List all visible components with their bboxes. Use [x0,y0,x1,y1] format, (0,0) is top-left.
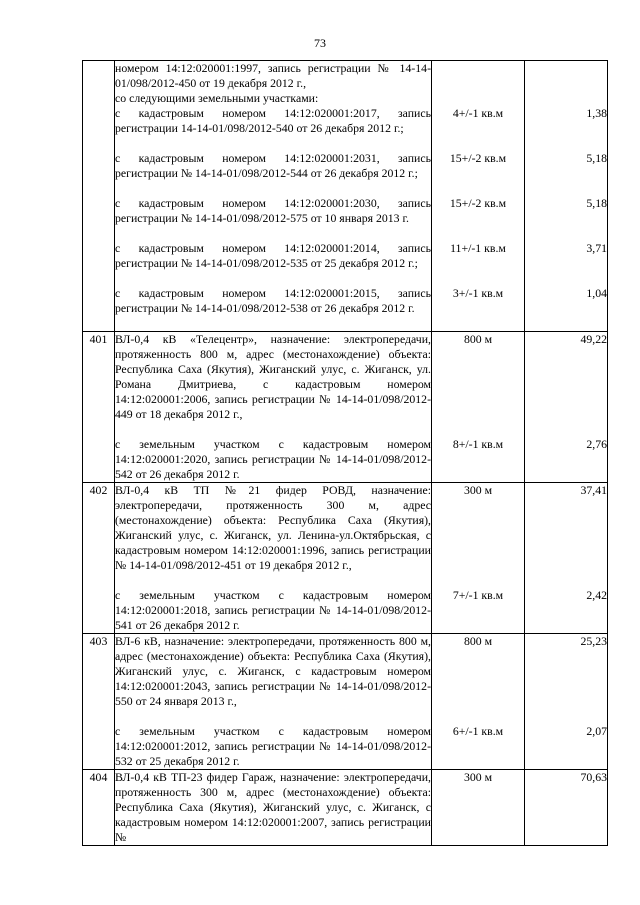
amount-value: 1,04 [586,286,607,300]
description-text: ВЛ-0,4 кВ ТП-23 фидер Гараж, назначение: электропередачи, протяженность 300 м, адрес (местонахождение) объекта: Республика Саха (Якутия), Жиганский улус, с. Жиганск, с кадастровым номером 14:12:020001:2007, запись регистрации № [115,770,431,844]
measure-value: 300 м [463,770,493,784]
measure-column [432,61,525,332]
measure-value: 6+/-1 кв.м [452,724,504,738]
amount-value: 5,18 [586,196,607,210]
value-column [525,483,608,634]
register-body [83,61,608,846]
amount-value: 2,07 [586,724,607,738]
table-row [83,770,608,846]
measure-value: 15+/-2 кв.м [449,196,507,210]
measure-value: 8+/-1 кв.м [452,437,504,451]
measure-value: 3+/-1 кв.м [452,286,504,300]
measure-value: 800 м [463,634,493,648]
property-register-table [82,60,608,846]
row-number [83,61,115,332]
description-text: ВЛ-6 кВ, назначение: электропередачи, протяженность 800 м, адрес (местонахождение) объекта: Республика Саха (Якутия), Жиганский улус, с. Жиганск, с кадастровым номером 14:12:020001:2043, запись регистрации № 14-14-01/098/2012-550 от 24 января 2013 г., [115,634,431,708]
amount-value [525,61,607,91]
amount-value: 2,76 [586,437,607,451]
description-text: с земельным участком с кадастровым номером 14:12:020001:2018, запись регистрации № 14-14-01/098/2012-541 от 26 декабря 2012 г. [115,588,431,632]
description-text: с земельным участком с кадастровым номером 14:12:020001:2020, запись регистрации № 14-14-01/098/2012-542 от 26 декабря 2012 г. [115,437,431,481]
description-text: с кадастровым номером 14:12:020001:2017, запись регистрации 14-14-01/098/2012-540 от 26 декабря 2012 г.; [115,106,431,135]
measure-value: 11+/-1 кв.м [450,241,506,255]
description-text: с кадастровым номером 14:12:020001:2031, запись регистрации № 14-14-01/098/2012-544 от 26 декабря 2012 г.; [115,151,431,180]
measure-value: 800 м [463,332,493,346]
measure-value: 7+/-1 кв.м [452,588,504,602]
measure-value [432,91,524,106]
object-description [115,332,432,483]
description-text: ВЛ-0,4 кВ ТП №21 фидер РОВД, назначение: электропередачи, протяженность 300 м, адрес (местонахождение) объекта: Республика Саха (Якутия), Жиганский улус, с. Жиганск, ул. Ленина-ул.Октябрьская, с кадастровым номером 14:12:020001:1996, запись регистрации № 14-14-01/098/2012-451 от 19 декабря 2012 г., [115,483,431,572]
measure-column [432,634,525,770]
measure-value: 15+/-2 кв.м [449,151,507,165]
description-text: с кадастровым номером 14:12:020001:2030, запись регистрации № 14-14-01/098/2012-575 от 10 января 2013 г. [115,196,431,225]
row-number: 403 [83,634,115,770]
measure-value [432,61,524,91]
amount-value: 37,41 [580,483,607,497]
amount-value: 2,42 [586,588,607,602]
measure-column [432,770,525,846]
amount-value [525,91,607,106]
value-column [525,634,608,770]
description-text: номером 14:12:020001:1997, запись регистрации № 14-14-01/098/2012-450 от 19 декабря 2012 г., [115,61,431,90]
description-text: с земельным участком с кадастровым номером 14:12:020001:2012, запись регистрации № 14-14-01/098/2012-532 от 25 декабря 2012 г. [115,724,431,768]
table-row [83,483,608,634]
value-column [525,61,608,332]
measure-value: 300 м [463,483,493,497]
value-column [525,332,608,483]
row-number: 401 [83,332,115,483]
amount-value: 1,38 [586,106,607,120]
object-description [115,61,432,332]
value-column [525,770,608,846]
table-row [83,634,608,770]
description-text: с кадастровым номером 14:12:020001:2015, запись регистрации № 14-14-01/098/2012-538 от 26 декабря 2012 г. [115,286,431,315]
table-row [83,332,608,483]
amount-value: 3,71 [586,241,607,255]
amount-value: 5,18 [586,151,607,165]
amount-value: 70,63 [580,770,607,784]
table-row [83,61,608,332]
measure-column [432,483,525,634]
object-description [115,634,432,770]
description-text: с кадастровым номером 14:12:020001:2014, запись регистрации № 14-14-01/098/2012-535 от 25 декабря 2012 г.; [115,241,431,270]
row-number: 402 [83,483,115,634]
object-description [115,483,432,634]
amount-value: 25,23 [580,634,607,648]
measure-column [432,332,525,483]
description-text: со следующими земельными участками: [115,91,319,105]
row-number: 404 [83,770,115,846]
measure-value: 4+/-1 кв.м [452,106,504,120]
amount-value: 49,22 [580,332,607,346]
object-description [115,770,432,846]
description-text: ВЛ-0,4 кВ «Телецентр», назначение: электропередачи, протяженность 800 м, адрес (местонахождение) объекта: Республика Саха (Якутия), Жиганский улус, с. Жиганск, ул. Романа Дмитриева, с кадастровым номером 14:12:020001:2006, запись регистрации № 14-14-01/098/2012-449 от 18 декабря 2012 г., [115,332,431,421]
page-number: 73 [314,36,326,50]
